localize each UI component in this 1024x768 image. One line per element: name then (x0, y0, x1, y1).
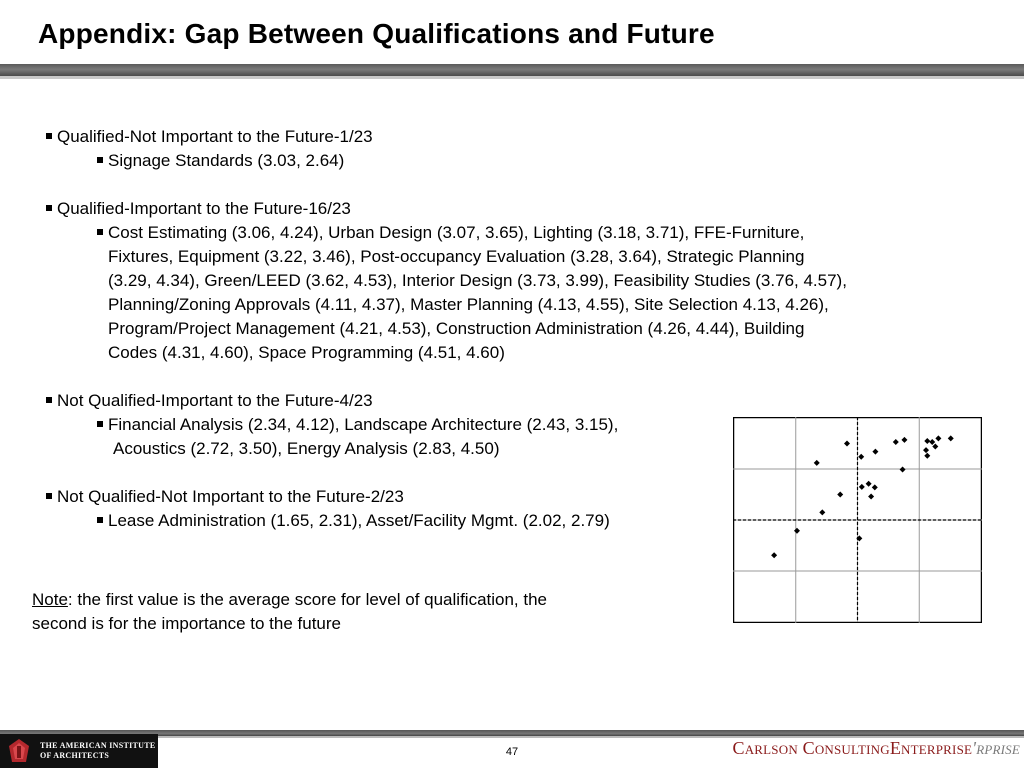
group-item-line: Signage Standards (3.03, 2.64) (97, 150, 344, 172)
scatter-chart (733, 417, 982, 623)
group-item-line: Acoustics (2.72, 3.50), Energy Analysis (2.83, 4.50) (113, 439, 500, 458)
aia-logo (0, 734, 158, 768)
group-item-line: Lease Administration (1.65, 2.31), Asset/Facility Mgmt. (2.02, 2.79) (97, 510, 610, 532)
group-heading: Not Qualified-Not Important to the Future-2/23 (46, 486, 404, 508)
brand-logo (733, 738, 1021, 759)
aia-name-line2: OF ARCHITECTS (40, 751, 110, 760)
brand-name-tail: 'rprise (972, 738, 1020, 758)
page-number: 47 (505, 746, 519, 758)
group-item-line: Planning/Zoning Approvals (4.11, 4.37), Master Planning (4.13, 4.55), Site Selection 4.13, 4.26), (108, 295, 829, 314)
aia-emblem-icon (4, 736, 34, 766)
group-item-line: Financial Analysis (2.34, 4.12), Landscape Architecture (2.43, 3.15), (97, 414, 618, 436)
brand-name: Carlson Consulting (732, 738, 890, 758)
brand-name-suffix: Enterprise (889, 738, 973, 758)
group-item-line: Cost Estimating (3.06, 4.24), Urban Design (3.07, 3.65), Lighting (3.18, 3.71), FFE-Furniture, (97, 222, 804, 244)
group-item-line: (3.29, 4.34), Green/LEED (3.62, 4.53), Interior Design (3.73, 3.99), Feasibility Studies (3.76, 4.57), (108, 271, 847, 290)
note-text: : the first value is the average score for level of qualification, the (67, 590, 548, 609)
aia-name-line1: THE AMERICAN INSTITUTE (40, 741, 156, 750)
note-text-2: second is for the importance to the future (32, 614, 342, 633)
slide-title: Appendix: Gap Between Qualifications and Future (38, 18, 715, 49)
footnote (32, 588, 672, 636)
group-heading: Qualified-Important to the Future-16/23 (46, 198, 351, 220)
group-item-line: Fixtures, Equipment (3.22, 3.46), Post-occupancy Evaluation (3.28, 3.64), Strategic Planning (108, 247, 805, 266)
group-item-line: Codes (4.31, 4.60), Space Programming (4.51, 4.60) (108, 343, 505, 362)
group-heading: Not Qualified-Important to the Future-4/23 (46, 390, 373, 412)
group-heading: Qualified-Not Important to the Future-1/23 (46, 126, 373, 148)
group-item-line: Program/Project Management (4.21, 4.53), Construction Administration (4.26, 4.44), Building (108, 319, 805, 338)
note-label: Note (32, 590, 68, 609)
